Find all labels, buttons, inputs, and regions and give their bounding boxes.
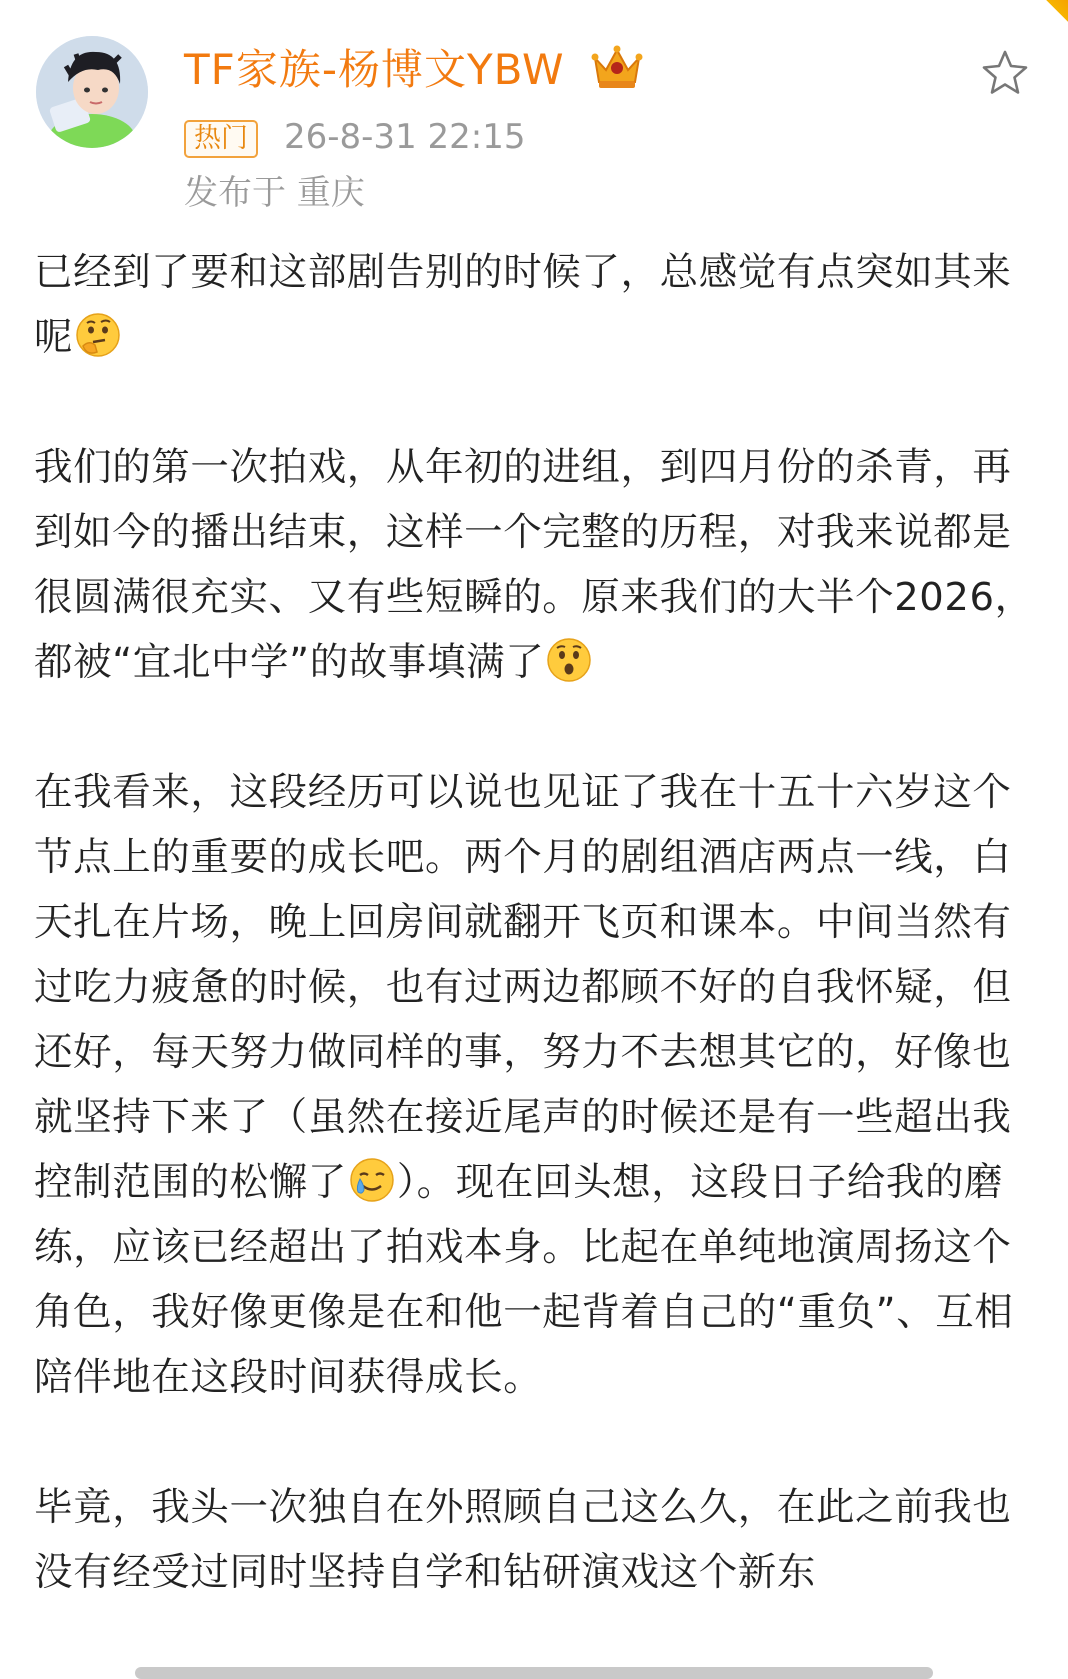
paragraph	[34, 435, 1034, 695]
paragraph-text: 在我看来，这段经历可以说也见证了我在十五十六岁这个节点上的重要的成长吧。两个月的剧组酒店两点一线，白天扎在片场，晚上回房间就翻开飞页和课本。中间当然有过吃力疲惫的时候，也有过两边都顾不好的自我怀疑，但还好，每天努力做同样的事，努力不去想其它的，好像也就坚持下来了（虽然在接近尾声的时候还是有一些超出我控制范围的松懈了	[34, 770, 1012, 1205]
paragraph	[34, 1475, 1034, 1605]
star-icon[interactable]	[980, 48, 1030, 98]
post-location: 发布于 重庆	[184, 173, 365, 213]
post-timestamp: 26-8-31 22:15	[284, 117, 526, 157]
thinking-face-emoji	[75, 312, 121, 358]
paragraph-text: 我们的第一次拍戏，从年初的进组，到四月份的杀青，再到如今的播出结束，这样一个完整的历程，对我来说都是很圆满很充实、又有些短瞬的。原来我们的大半个2026，都被“宜北中学”的故事填满了	[34, 445, 1034, 685]
paragraph	[34, 760, 1034, 1410]
post-body	[34, 240, 1034, 1605]
post-header	[0, 0, 1068, 220]
paragraph-text: 毕竟，我头一次独自在外照顾自己这么久，在此之前我也没有经受过同时坚持自学和钻研演戏这个新东	[34, 1485, 1012, 1595]
sweat-smile-emoji	[349, 1157, 395, 1203]
username[interactable]: TF家族-杨博文YBW	[184, 45, 565, 94]
paragraph-gap	[34, 695, 1034, 760]
paragraph-text: ）。现在回头想，这段日子给我的磨练，应该已经超出了拍戏本身。比起在单纯地演周扬这个角色，我好像更像是在和他一起背着自己的“重负”、互相陪伴地在这段时间获得成长。	[34, 1160, 1014, 1400]
home-indicator[interactable]	[135, 1667, 933, 1679]
paragraph-text: 已经到了要和这部剧告别的时候了，总感觉有点突如其来呢	[34, 250, 1012, 360]
hushed-face-emoji	[546, 637, 592, 683]
crown-icon	[590, 44, 644, 92]
avatar[interactable]	[36, 36, 148, 148]
paragraph-gap	[34, 370, 1034, 435]
paragraph-gap	[34, 1410, 1034, 1475]
paragraph	[34, 240, 1034, 370]
hot-badge: 热门	[184, 120, 258, 158]
